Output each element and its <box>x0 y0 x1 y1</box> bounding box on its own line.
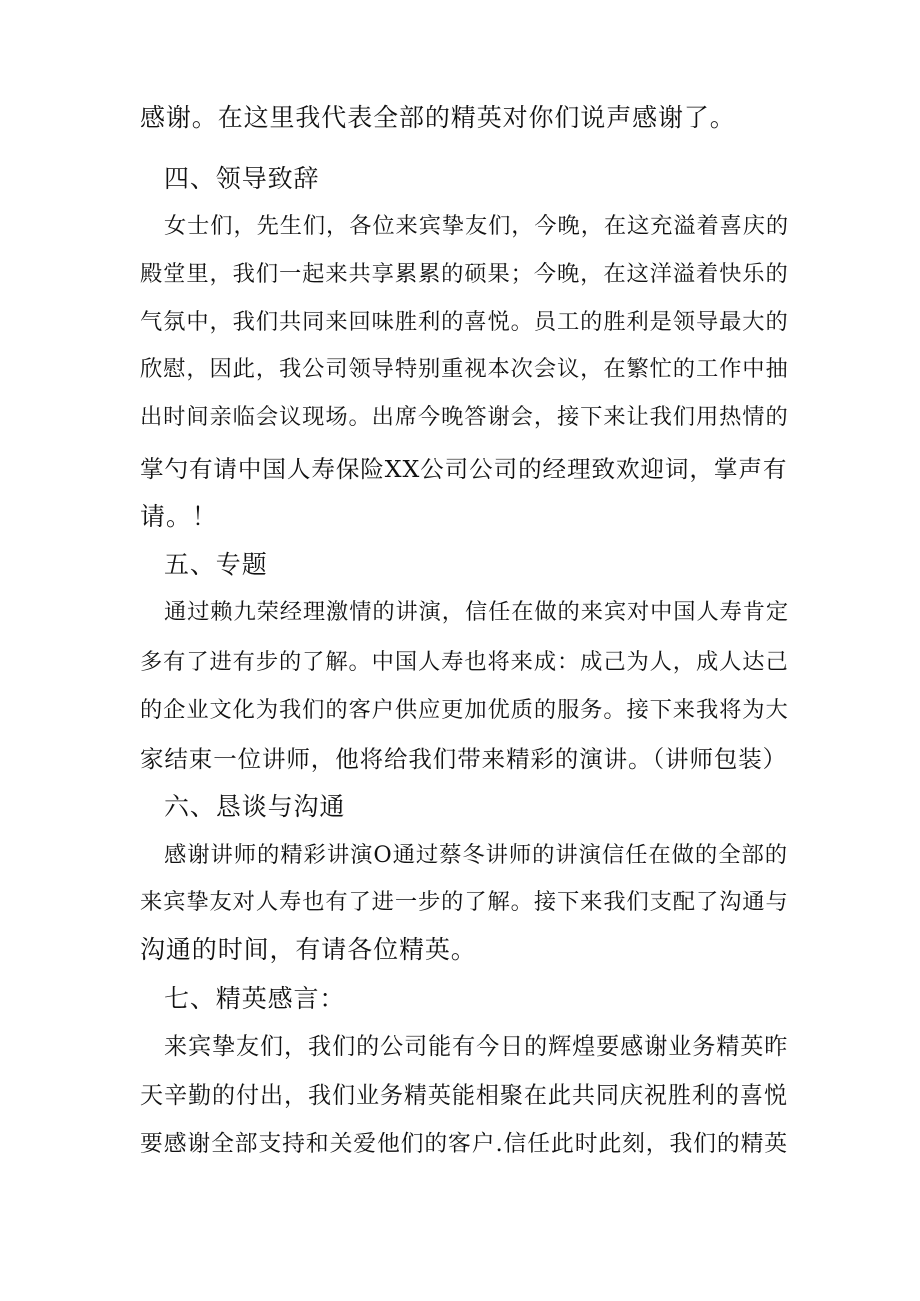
text-line: 的企业文化为我们的客户供应更加优质的服务。接下来我将为大 <box>140 697 789 723</box>
text-line: 来宾挚友对人寿也有了进一步的了解。接下来我们支配了沟通与 <box>140 889 789 915</box>
text-line: 请。！ <box>140 502 218 531</box>
text-line: 欣慰，因此，我公司领导特别重视本次会议，在繁忙的工作中抽 <box>140 356 789 382</box>
section-heading: 七、精英感言： <box>164 984 346 1013</box>
text-line: 殿堂里，我们一起来共享累累的硕果；今晚，在这洋溢着快乐的 <box>140 261 789 287</box>
text-line: 气氛中，我们共同来回味胜利的喜悦。员工的胜利是领导最大的 <box>140 309 789 335</box>
section-heading: 四、领导致辞 <box>164 164 320 193</box>
text-line: 多有了进有步的了解。中国人寿也将来成：成己为人，成人达己 <box>140 649 789 675</box>
section-heading: 六、恳谈与沟通 <box>164 792 346 821</box>
text-line: 掌勺有请中国人寿保险XX公司公司的经理致欢迎词，掌声有 <box>140 455 788 483</box>
text-line: 出时间亲临会议现场。出席今晚答谢会，接下来让我们用热情的 <box>140 404 789 430</box>
text-line: 家结束一位讲师，他将给我们带来精彩的演讲。（讲师包装） <box>140 745 788 773</box>
text-line: 来宾挚友们，我们的公司能有今日的辉煌要感谢业务精英昨 <box>164 1034 789 1060</box>
text-line: 要感谢全部支持和关爱他们的客户.信任此时此刻，我们的精英 <box>140 1131 788 1157</box>
text-line: 沟通的时间，有请各位精英。 <box>140 935 477 964</box>
text-line: 感谢。在这里我代表全部的精英对你们说声感谢了。 <box>140 103 736 132</box>
text-line: 女士们，先生们，各位来宾挚友们，今晚，在这充溢着喜庆的 <box>164 213 790 239</box>
text-line: 感谢讲师的精彩讲演O通过蔡冬讲师的讲演信任在做的全部的 <box>164 842 788 868</box>
text-line: 天辛勤的付出，我们业务精英能相聚在此共同庆祝胜利的喜悦 <box>140 1083 788 1109</box>
section-heading: 五、专题 <box>164 550 268 579</box>
text-line: 通过赖九荣经理激情的讲演，信任在做的来宾对中国人寿肯定 <box>164 599 790 625</box>
